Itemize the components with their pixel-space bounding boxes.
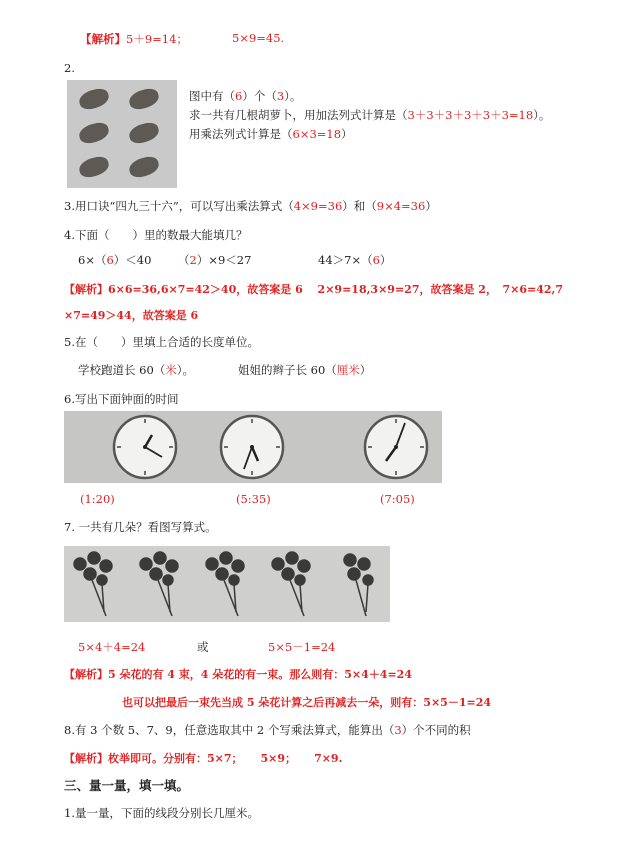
clock-icon	[218, 413, 286, 481]
carrot-icon	[127, 154, 161, 179]
section3-q1: 1.量一量，下面的线段分别长几厘米。	[64, 806, 259, 820]
q6-title: 6.写出下面钟面的时间	[64, 392, 179, 406]
q1-analysis	[80, 31, 188, 47]
q7-analysis-1: 【解析】5 朵花的有 4 束，4 朵花的有一束。那么则有：5×4＋4=24	[64, 668, 412, 681]
carrot-icon	[127, 86, 161, 111]
q7-analysis-2: 也可以把最后一束先当成 5 朵花计算之后再减去一朵，则有：5×5－1=24	[122, 696, 492, 709]
q4-problem-1: 6×（6）＜40	[78, 253, 152, 267]
q8-analysis: 【解析】枚举即可。分别有：5×7； 5×9； 7×9.	[64, 752, 343, 765]
clock-answer: (5:35)	[236, 492, 271, 506]
carrot-icon	[77, 86, 111, 111]
flowers-image	[64, 546, 390, 622]
clock-icon	[111, 413, 179, 481]
carrot-image	[67, 80, 177, 188]
q4-problem-2: （2）×9＜27	[178, 253, 252, 267]
analysis-eq: 5×9=45.	[232, 31, 285, 45]
q5-problem-2: 姐姐的辫子长 60（厘米）	[238, 363, 372, 377]
q2-line2: 求一共有几根胡萝卜，用加法列式计算是（3＋3＋3＋3＋3＋3=18）。	[189, 108, 551, 122]
q4-analysis-cont: ×7=49＞44，故答案是 6	[64, 309, 199, 322]
clocks-image	[64, 411, 442, 483]
q4-analysis: 【解析】6×6=36,6×7=42＞40，故答案是 6 2×9=18,3×9=27，故答案是 2， 7×6=42,7	[64, 283, 563, 296]
q5-problem-1: 学校跑道长 60（米）。	[78, 363, 195, 377]
q2-line1: 图中有（6）个（3）。	[189, 89, 302, 103]
analysis-tag: 【解析】	[80, 32, 126, 46]
carrot-icon	[127, 120, 161, 145]
section-title: 三、量一量，填一填。	[64, 778, 190, 793]
q7-title: 7. 一共有几朵？看图写算式。	[64, 520, 217, 534]
q7-equation-1: 5×4＋4=24	[78, 640, 146, 654]
carrot-icon	[77, 154, 111, 179]
clock-answer: (1:20)	[80, 492, 115, 506]
q7-equation-2: 5×5－1=24	[268, 640, 336, 654]
carrot-icon	[77, 120, 111, 145]
q4-problem-3: 44＞7×（6）	[318, 253, 392, 267]
clock-answer: (7:05)	[380, 492, 415, 506]
q5-title: 5.在（ ）里填上合适的长度单位。	[64, 335, 259, 349]
q3-line: 3.用口诀“四九三十六”，可以写出乘法算式（4×9=36）和（9×4=36）	[64, 199, 437, 213]
analysis-eq: 5＋9=14；	[126, 32, 188, 46]
q4-title: 4.下面（ ）里的数最大能填几？	[64, 228, 248, 242]
flower-bunches-icon	[64, 546, 390, 622]
q8-line: 8.有 3 个数 5、7、9，任意选取其中 2 个写乘法算式，能算出（3）个不同的积	[64, 723, 471, 737]
q7-or: 或	[197, 640, 209, 654]
q2-line3: 用乘法列式计算是（6×3=18）	[189, 127, 353, 141]
clock-icon	[362, 413, 430, 481]
question-number: 2.	[64, 61, 75, 75]
